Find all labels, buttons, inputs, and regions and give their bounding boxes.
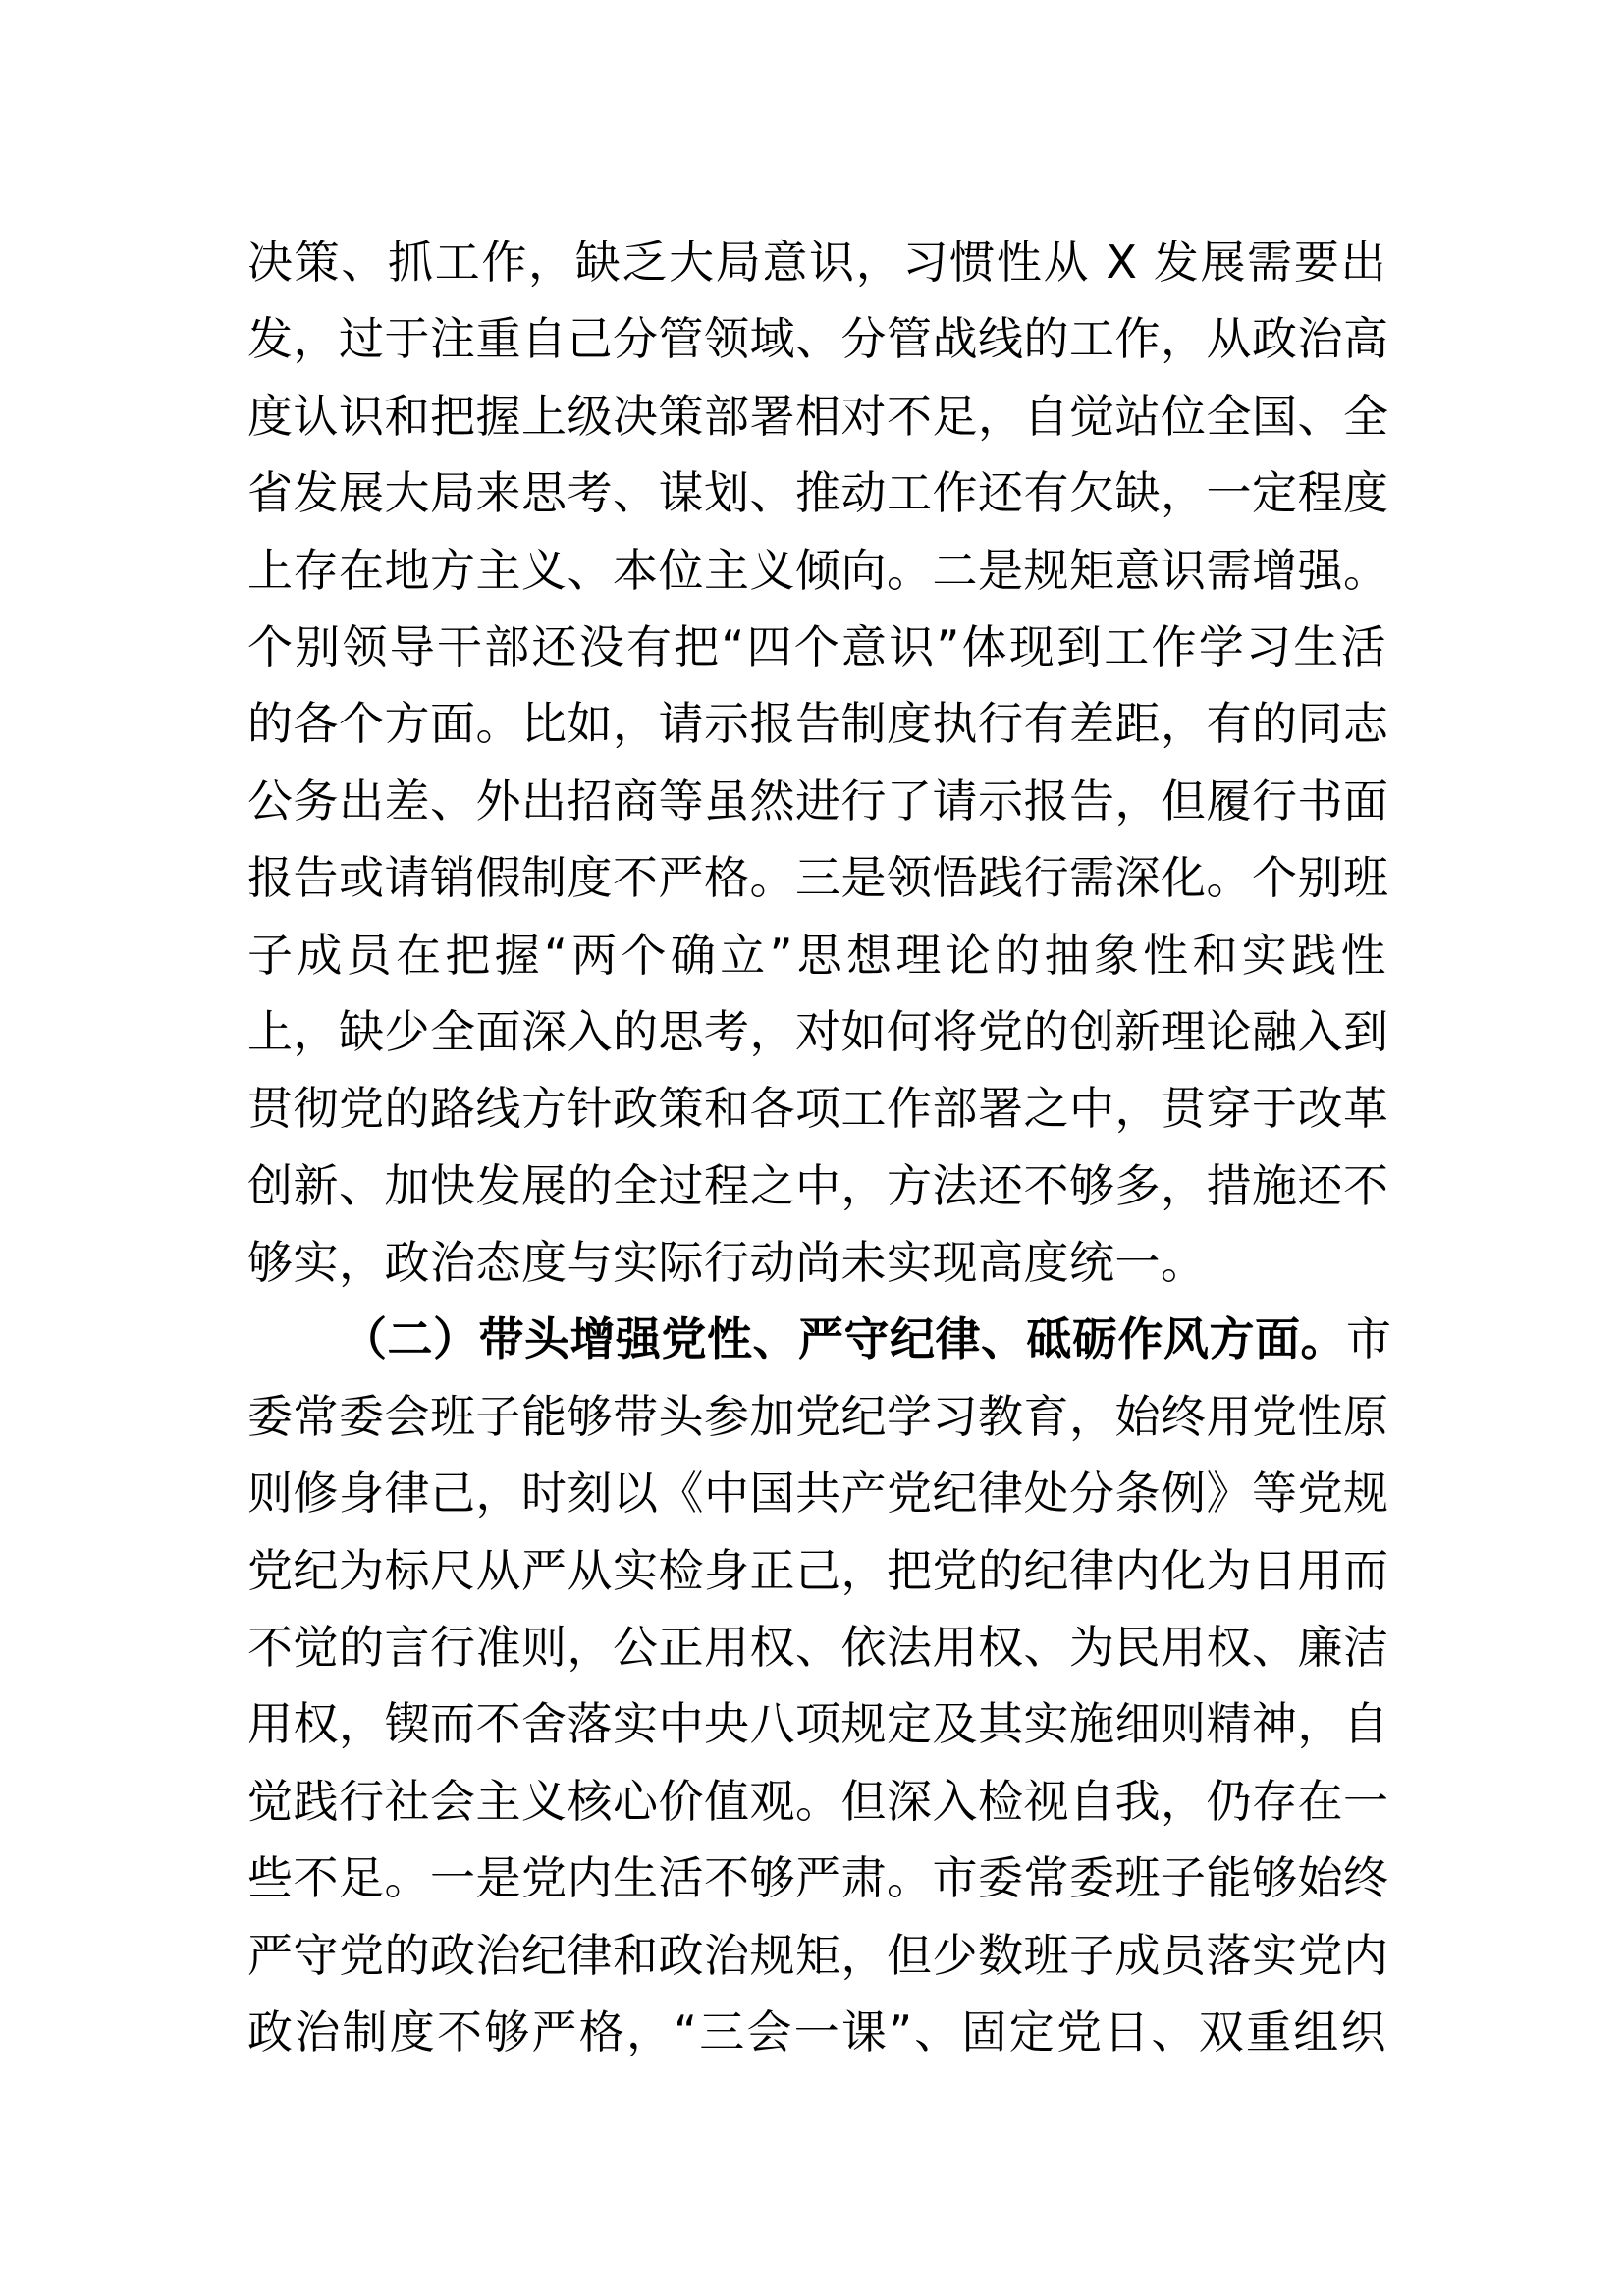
text-line: 个别领导干部还没有把“四个意识”体现到工作学习生活: [247, 619, 1386, 673]
section-heading: （二）带头增强党性、严守纪律、砥砺作风方面。: [342, 1312, 1346, 1366]
text-line: 报告或请销假制度不严格。三是领悟践行需深化。个别班: [247, 851, 1389, 905]
text-line: 觉践行社会主义核心价值观。但深入检视自我，仍存在一: [247, 1774, 1389, 1828]
text-line: 够实，政治态度与实际行动尚未实现高度统一。: [247, 1236, 1207, 1290]
text-line: 上，缺少全面深入的思考，对如何将党的创新理论融入到: [247, 1004, 1389, 1058]
text-line: 决策、抓工作，缺乏大局意识，习惯性从 X 发展需要出: [247, 236, 1386, 289]
text-line: 公务出差、外出招商等虽然进行了请示报告，但履行书面: [247, 774, 1389, 828]
text-line: 不觉的言行准则，公正用权、依法用权、为民用权、廉洁: [247, 1621, 1389, 1675]
body-text: [247, 224, 1392, 2070]
text-line: 委常委会班子能够带头参加党纪学习教育，始终用党性原: [247, 1389, 1389, 1443]
text-line: 的各个方面。比如，请示报告制度执行有差距，有的同志: [247, 697, 1389, 751]
text-line: 则修身律己，时刻以《中国共产党纪律处分条例》等党规: [247, 1467, 1389, 1521]
text-line: 省发展大局来思考、谋划、推动工作还有欠缺，一定程度: [247, 466, 1389, 520]
text-line: 发，过于注重自己分管领域、分管战线的工作，从政治高: [247, 312, 1389, 366]
text-line: 度认识和把握上级决策部署相对不足，自觉站位全国、全: [247, 389, 1389, 443]
text-line: 严守党的政治纪律和政治规矩，但少数班子成员落实党内: [247, 1928, 1389, 1982]
section-heading-line: [247, 1301, 1392, 1377]
heading-line-rest: 市: [1346, 1312, 1392, 1366]
text-line: 党纪为标尺从严从实检身正己，把党的纪律内化为日用而: [247, 1543, 1389, 1597]
text-line: 用权，锲而不舍落实中央八项规定及其实施细则精神，自: [247, 1697, 1389, 1751]
text-line: 创新、加快发展的全过程之中，方法还不够多，措施还不: [247, 1158, 1389, 1212]
text-line: 些不足。一是党内生活不够严肃。市委常委班子能够始终: [247, 1851, 1389, 1905]
text-line: 子成员在把握“两个确立”思想理论的抽象性和实践性: [247, 928, 1386, 982]
text-line: 上存在地方主义、本位主义倾向。二是规矩意识需增强。: [247, 543, 1389, 597]
text-line: 政治制度不够严格，“三会一课”、固定党日、双重组织: [247, 2004, 1386, 2058]
text-line: 贯彻党的路线方针政策和各项工作部署之中，贯穿于改革: [247, 1082, 1389, 1136]
